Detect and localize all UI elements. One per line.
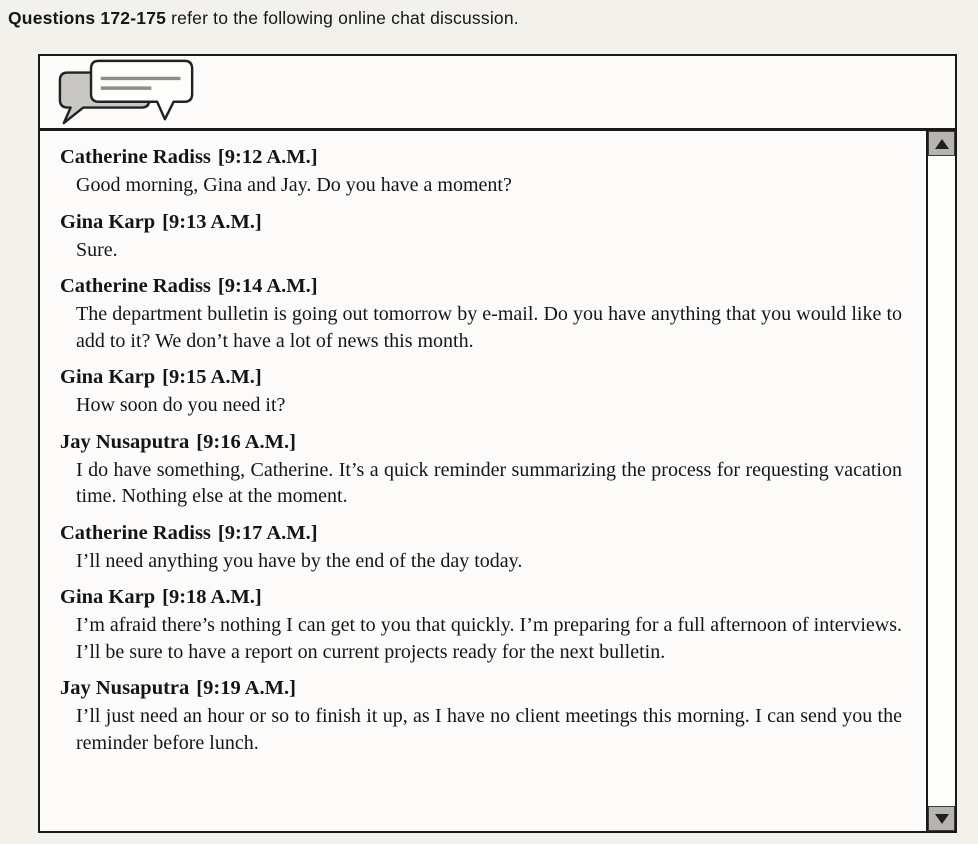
triangle-down-icon (935, 814, 949, 824)
message-time: [9:13 A.M.] (162, 210, 262, 233)
message-time: [9:14 A.M.] (217, 275, 318, 297)
chat-message (60, 209, 902, 264)
message-sender: Gina Karp (60, 586, 156, 608)
chat-message (60, 675, 902, 756)
scrollbar-track[interactable] (928, 156, 955, 806)
chat-message (60, 584, 902, 665)
message-time: [9:19 A.M.] (196, 677, 296, 699)
message-text: I’ll need anything you have by the end of the day today. (76, 549, 523, 572)
message-text: How soon do you need it? (76, 394, 286, 416)
message-text: I do have something, Catherine. It’s a quick reminder summarizing the process for requesting vacation time. Nothing else at the moment. (76, 458, 902, 507)
chat-message (60, 520, 902, 575)
message-sender: Jay Nusaputra (60, 430, 190, 453)
question-header (8, 7, 978, 29)
message-sender: Catherine Radiss (60, 521, 211, 544)
message-header (60, 675, 902, 702)
chat-window (38, 54, 957, 833)
message-text: Sure. (76, 238, 118, 261)
message-header (60, 364, 902, 391)
chat-window-titlebar (40, 56, 955, 131)
message-text: Good morning, Gina and Jay. Do you have a moment? (76, 174, 512, 196)
question-range: Questions 172-175 (8, 8, 167, 28)
message-time: [9:18 A.M.] (162, 586, 262, 608)
vertical-scrollbar[interactable] (926, 131, 955, 831)
message-header (60, 209, 902, 236)
chat-message (60, 429, 902, 510)
triangle-up-icon (935, 139, 949, 149)
message-header (60, 584, 902, 611)
message-time: [9:16 A.M.] (196, 430, 296, 453)
message-sender: Catherine Radiss (60, 146, 211, 168)
chat-message (60, 144, 902, 199)
chat-bubbles-icon (56, 57, 198, 127)
message-time: [9:12 A.M.] (217, 146, 318, 168)
chat-window-body (40, 131, 955, 831)
message-header (60, 520, 902, 547)
message-time: [9:15 A.M.] (162, 366, 262, 388)
message-header (60, 273, 902, 300)
message-text: The department bulletin is going out tomorrow by e-mail. Do you have anything that you would like to add to it? We don’t have a lot of news this month. (76, 303, 902, 352)
message-sender: Catherine Radiss (60, 275, 211, 297)
message-text: I’ll just need an hour or so to finish it up, as I have no client meetings this morning. I can send you the reminder before lunch. (76, 705, 902, 754)
message-sender: Jay Nusaputra (60, 677, 190, 699)
scanned-test-page (0, 7, 978, 844)
chat-message (60, 364, 902, 419)
message-time: [9:17 A.M.] (217, 521, 318, 544)
message-text: I’m afraid there’s nothing I can get to you that quickly. I’m preparing for a full afternoon of interviews. I’ll be sure to have a report on current projects ready for the next bulletin. (76, 614, 902, 663)
message-sender: Gina Karp (60, 210, 156, 233)
question-header-text: refer to the following online chat discussion. (166, 8, 519, 28)
chat-messages (40, 131, 926, 831)
message-header (60, 429, 902, 456)
scroll-up-button[interactable] (928, 131, 955, 156)
chat-message (60, 273, 902, 354)
message-header (60, 144, 902, 171)
scroll-down-button[interactable] (928, 806, 955, 831)
message-sender: Gina Karp (60, 366, 156, 388)
